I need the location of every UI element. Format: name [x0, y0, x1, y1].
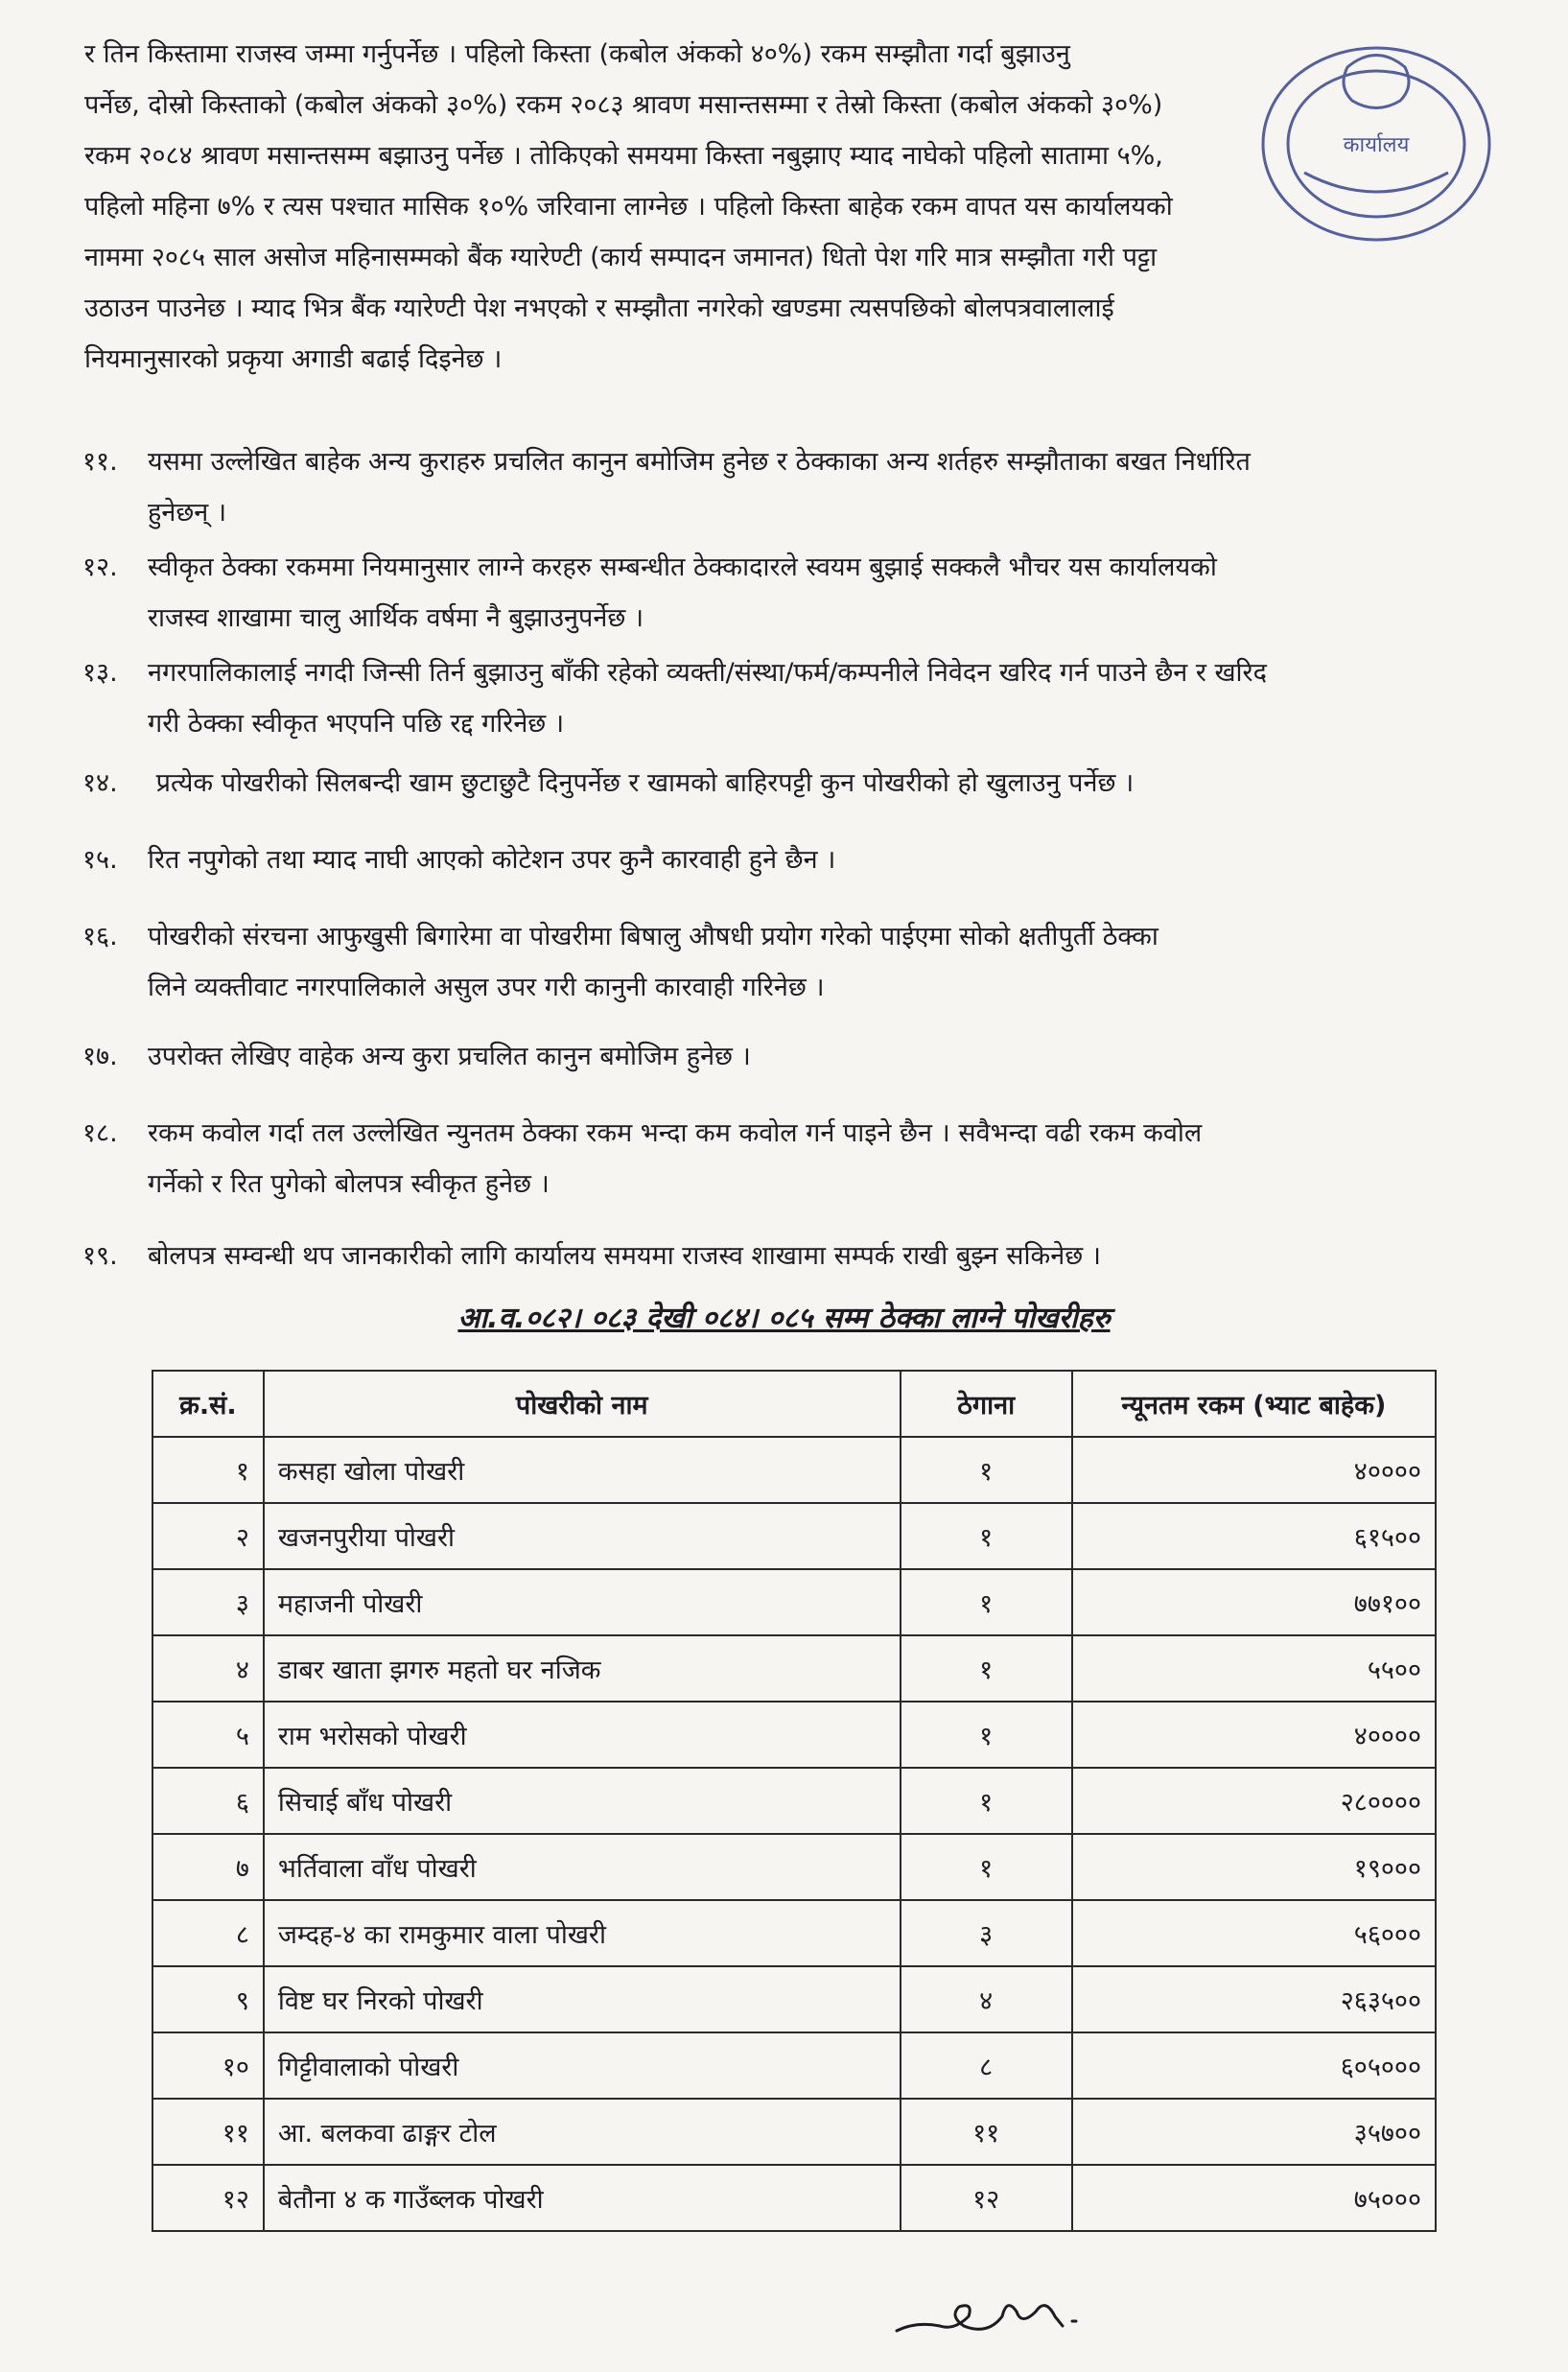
- cell-amount: ४००००: [1072, 1437, 1436, 1503]
- table-row: [152, 2032, 1436, 2099]
- intro-line: र तिन किस्तामा राजस्व जम्मा गर्नुपर्नेछ । पहिलो किस्ता (कबोल अंकको ४०%) रकम सम्झौता गर्दा बुझाउनु: [84, 39, 1070, 69]
- clause-text: रित नपुगेको तथा म्याद नाघी आएको कोटेशन उपर कुनै कारवाही हुने छैन ।: [148, 845, 836, 875]
- table-row: [152, 1834, 1436, 1900]
- table-header-row: [152, 1371, 1436, 1437]
- table-title: आ.व.०८२। ०८३ देखी ०८४। ०८५ सम्म ठेक्का लाग्ने पोखरीहरु: [457, 1302, 1111, 1335]
- clause-12: [82, 542, 1540, 644]
- cell-amount: ५५००: [1072, 1635, 1436, 1702]
- table-row: [152, 1702, 1436, 1768]
- cell-pond-name: विष्ट घर निरको पोखरी: [264, 1966, 901, 2032]
- intro-line: उठाउन पाउनेछ । म्याद भित्र बैंक ग्यारेण्टी पेश नभएको र सम्झौता नगरेको खण्डमा त्यसपछिको बोलपत्रवालालाई: [84, 294, 1114, 323]
- cell-address: १: [901, 1768, 1072, 1834]
- cell-amount: ३५७००: [1072, 2099, 1436, 2165]
- cell-address: १: [901, 1437, 1072, 1503]
- cell-pond-name: डाबर खाता झगरु महतो घर नजिक: [264, 1635, 901, 1702]
- cell-address: १: [901, 1635, 1072, 1702]
- cell-serial: ५: [152, 1702, 264, 1768]
- cell-pond-name: बेतौना ४ क गाउँब्लक पोखरी: [264, 2165, 901, 2231]
- cell-address: १: [901, 1834, 1072, 1900]
- clause-18: [82, 1108, 1540, 1209]
- cell-serial: ३: [152, 1569, 264, 1635]
- clause-number: १५.: [82, 845, 118, 875]
- cell-pond-name: भर्तिवाला वाँध पोखरी: [264, 1834, 901, 1900]
- cell-amount: १९०००: [1072, 1834, 1436, 1900]
- clause-number: १२.: [82, 552, 118, 582]
- clause-number: ११.: [82, 447, 118, 477]
- cell-serial: ४: [152, 1635, 264, 1702]
- table-row: [152, 1437, 1436, 1503]
- intro-line: पहिलो महिना ७% र त्यस पश्चात मासिक १०% जरिवाना लाग्नेछ । पहिलो किस्ता बाहेक रकम वापत यस कार्यालयको: [84, 192, 1173, 222]
- cell-pond-name: कसहा खोला पोखरी: [264, 1437, 901, 1503]
- cell-address: १: [901, 1503, 1072, 1569]
- cell-serial: १२: [152, 2165, 264, 2231]
- clause-17: [82, 1031, 1540, 1082]
- clause-16: [82, 911, 1540, 1013]
- cell-pond-name: राम भरोसको पोखरी: [264, 1702, 901, 1768]
- cell-pond-name: गिट्टीवालाको पोखरी: [264, 2032, 901, 2099]
- cell-address: १: [901, 1702, 1072, 1768]
- cell-amount: २८००००: [1072, 1768, 1436, 1834]
- clause-text: राजस्व शाखामा चालु आर्थिक वर्षमा नै बुझाउनुपर्नेछ ।: [148, 603, 644, 633]
- clause-text: गरी ठेक्का स्वीकृत भएपनि पछि रद्द गरिनेछ ।: [148, 709, 565, 739]
- table-row: [152, 1569, 1436, 1635]
- cell-serial: १: [152, 1437, 264, 1503]
- cell-amount: ७५०००: [1072, 2165, 1436, 2231]
- cell-address: ४: [901, 1966, 1072, 2032]
- table-row: [152, 1503, 1436, 1569]
- clause-number: १३.: [82, 658, 118, 688]
- cell-pond-name: जम्दह-४ का रामकुमार वाला पोखरी: [264, 1900, 901, 1966]
- cell-amount: ६०५०००: [1072, 2032, 1436, 2099]
- cell-amount: ५६०००: [1072, 1900, 1436, 1966]
- clause-text: हुनेछन् ।: [148, 498, 227, 528]
- cell-pond-name: महाजनी पोखरी: [264, 1569, 901, 1635]
- table-row: [152, 2099, 1436, 2165]
- cell-address: ८: [901, 2032, 1072, 2099]
- clause-number: १८.: [82, 1118, 118, 1148]
- cell-amount: ६१५००: [1072, 1503, 1436, 1569]
- cell-address: ११: [901, 2099, 1072, 2165]
- cell-pond-name: सिचाई बाँध पोखरी: [264, 1768, 901, 1834]
- table-row: [152, 1900, 1436, 1966]
- clause-text: बोलपत्र सम्वन्धी थप जानकारीको लागि कार्यालय समयमा राजस्व शाखामा सम्पर्क राखी बुझ्न सकिनेछ ।: [148, 1241, 1101, 1271]
- cell-address: ३: [901, 1900, 1072, 1966]
- cell-pond-name: खजनपुरीया पोखरी: [264, 1503, 901, 1569]
- cell-amount: ४००००: [1072, 1702, 1436, 1768]
- clause-11: [82, 436, 1540, 538]
- clause-text: रकम कवोल गर्दा तल उल्लेखित न्युनतम ठेक्का रकम भन्दा कम कवोल गर्न पाइने छैन । सवैभन्दा वढी रकम कवोल: [148, 1118, 1203, 1148]
- table-row: [152, 1768, 1436, 1834]
- clause-text: पोखरीको संरचना आफुखुसी बिगारेमा वा पोखरीमा बिषालु औषधी प्रयोग गरेको पाईएमा सोको क्षतीपुर्ती ठेक्का: [148, 922, 1158, 951]
- cell-address: १२: [901, 2165, 1072, 2231]
- office-stamp: [1247, 29, 1506, 259]
- intro-line: पर्नेछ, दोस्रो किस्ताको (कबोल अंकको ३०%) रकम २०८३ श्रावण मसान्तसम्मा र तेस्रो किस्ता (कबोल अंकको ३०%): [84, 90, 1163, 120]
- clause-number: १४.: [82, 768, 118, 798]
- clause-19: [82, 1231, 1540, 1281]
- table-row: [152, 1635, 1436, 1702]
- clause-number: १९.: [82, 1241, 118, 1271]
- cell-serial: २: [152, 1503, 264, 1569]
- header-min-amount: न्यूनतम रकम (भ्याट बाहेक): [1072, 1371, 1436, 1437]
- clause-number: १७.: [82, 1042, 118, 1071]
- clause-text: उपरोक्त लेखिए वाहेक अन्य कुरा प्रचलित कानुन बमोजिम हुनेछ ।: [148, 1042, 751, 1071]
- cell-address: १: [901, 1569, 1072, 1635]
- clause-text: स्वीकृत ठेक्का रकममा नियमानुसार लाग्ने करहरु सम्बन्धीत ठेक्कादारले स्वयम बुझाई सक्कलै भौचर यस कार्यालयको: [148, 552, 1217, 582]
- ponds-table: [152, 1370, 1437, 2232]
- clause-text: गर्नेको र रित पुगेको बोलपत्र स्वीकृत हुनेछ ।: [148, 1169, 550, 1199]
- table-row: [152, 2165, 1436, 2231]
- clause-13: [82, 647, 1540, 749]
- cell-serial: १०: [152, 2032, 264, 2099]
- cell-serial: ८: [152, 1900, 264, 1966]
- table-row: [152, 1966, 1436, 2032]
- intro-line: नियमानुसारको प्रकृया अगाडी बढाई दिइनेछ ।: [84, 344, 503, 374]
- clause-14: [82, 758, 1540, 809]
- cell-serial: ९: [152, 1966, 264, 2032]
- cell-serial: ७: [152, 1834, 264, 1900]
- clause-text: प्रत्येक पोखरीको सिलबन्दी खाम छुटाछुटै दिनुपर्नेछ र खामको बाहिरपट्टी कुन पोखरीको हो खुलाउनु पर्नेछ ।: [148, 768, 1135, 798]
- cell-pond-name: आ. बलकवा ढाङ्गर टोल: [264, 2099, 901, 2165]
- cell-serial: ६: [152, 1768, 264, 1834]
- stamp-text: कार्यालय: [1343, 133, 1410, 157]
- header-pond-name: पोखरीको नाम: [264, 1371, 901, 1437]
- cell-serial: ११: [152, 2099, 264, 2165]
- clause-text: लिने व्यक्तीवाट नगरपालिकाले असुल उपर गरी कानुनी कारवाही गरिनेछ ।: [148, 973, 825, 1002]
- clause-number: १६.: [82, 922, 118, 951]
- clause-text: यसमा उल्लेखित बाहेक अन्य कुराहरु प्रचलित कानुन बमोजिम हुनेछ र ठेक्काका अन्य शर्तहरु सम्झौताका बखत निर्धारित: [148, 447, 1251, 477]
- cell-amount: २६३५००: [1072, 1966, 1436, 2032]
- intro-line: नाममा २०८५ साल असोज महिनासम्मको बैंक ग्यारेण्टी (कार्य सम्पादन जमानत) धितो पेश गरि मात्र सम्झौता गरी पट्टा: [84, 243, 1158, 272]
- header-serial: क्र.सं.: [152, 1371, 264, 1437]
- header-address: ठेगाना: [901, 1371, 1072, 1437]
- intro-line: रकम २०८४ श्रावण मसान्तसम्म बझाउनु पर्नेछ । तोकिएको समयमा किस्ता नबुझाए म्याद नाघेको पहिलो सातामा ५%,: [84, 141, 1163, 171]
- clause-text: नगरपालिकालाई नगदी जिन्सी तिर्न बुझाउनु बाँकी रहेको व्यक्ती/संस्था/फर्म/कम्पनीले निवेदन खरिद गर्न पाउने छैन र खरिद: [148, 658, 1267, 688]
- signature: [892, 2288, 1141, 2355]
- clause-15: [82, 834, 1540, 885]
- cell-amount: ७७१००: [1072, 1569, 1436, 1635]
